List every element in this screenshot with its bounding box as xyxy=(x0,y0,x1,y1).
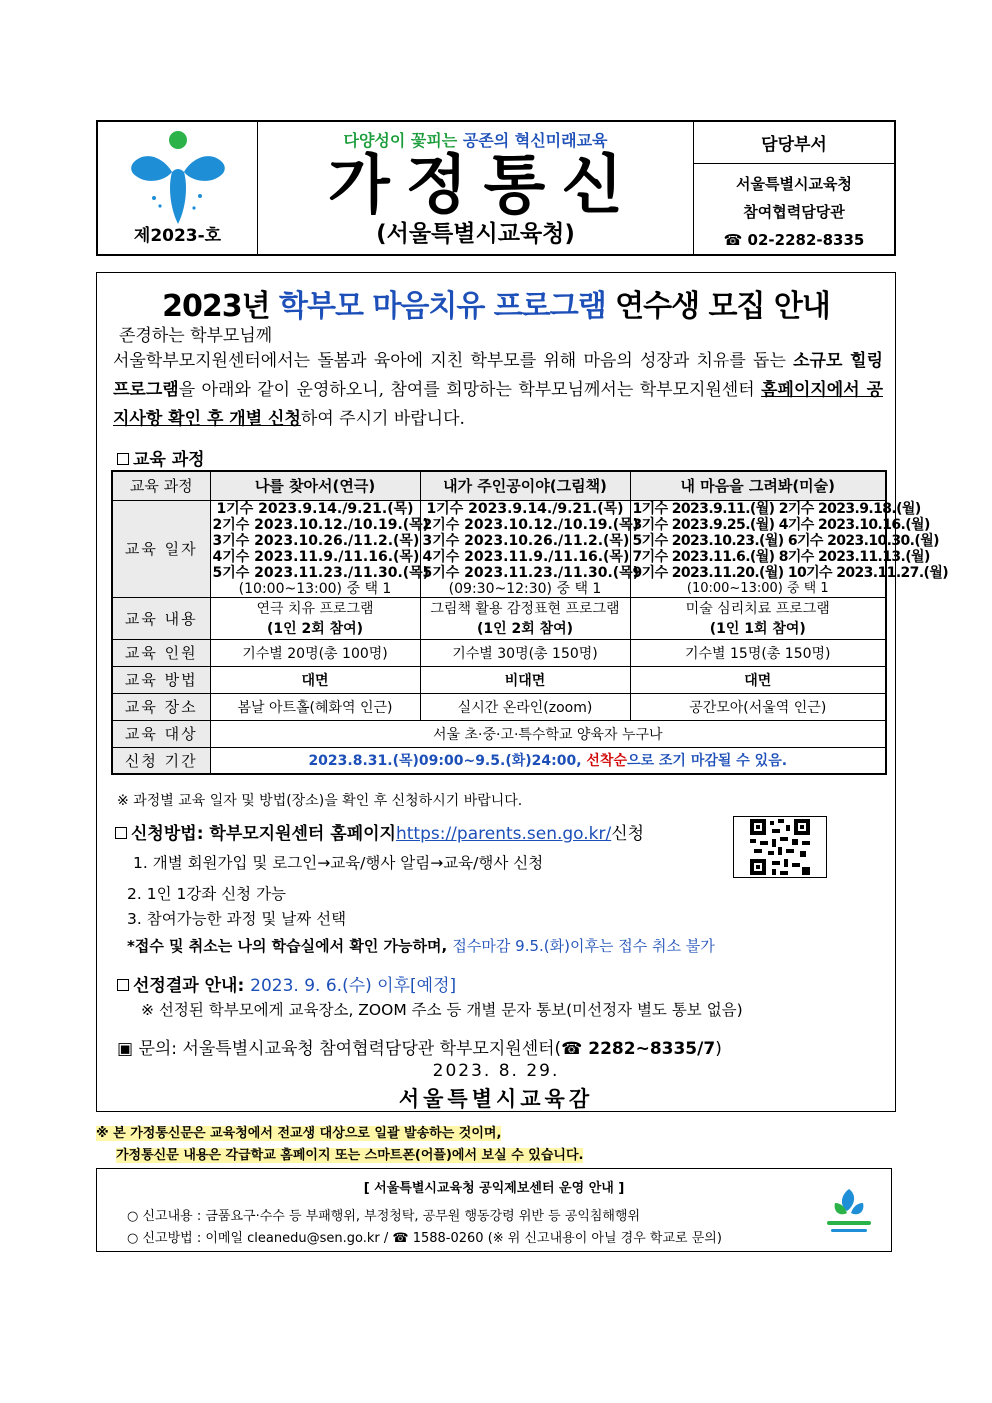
title-year: 2023년 xyxy=(162,289,280,324)
method-course3: 대면 xyxy=(630,666,886,693)
checkbox-square-icon xyxy=(117,979,129,991)
title-tail: 연수생 모집 안내 xyxy=(605,289,830,324)
date-line: 4기수 2023.11.9./11.16.(목) xyxy=(422,548,630,565)
content-name: 그림책 활용 감정표현 프로그램 xyxy=(430,601,620,617)
dates-course1 xyxy=(210,500,430,597)
report-line-2: ○ 신고방법 : 이메일 cleanedu@sen.go.kr / ☎ 1588-0260 (※ 위 신고내용이 아닐 경우 학교로 문의) xyxy=(127,1231,722,1246)
salutation: 존경하는 학부모님께 xyxy=(119,326,273,346)
intro-underline: 홈페이지에서 공지사항 확인 후 개별 신청 xyxy=(113,380,883,429)
slogan-part1: 다양성이 꽃피는 xyxy=(343,131,463,150)
content-course2 xyxy=(420,597,630,639)
table-header-label: 교육 과정 xyxy=(112,471,210,500)
footnote-line-2 xyxy=(96,1145,583,1167)
date-line: 7기수 2023.11.6.(월) 8기수 2023.11.13.(월) xyxy=(632,548,930,565)
inquiry-phone: ☎ 2282~8335/7 xyxy=(561,1039,716,1059)
content-course1 xyxy=(210,597,420,639)
date-line: 9기수 2023.11.20.(월) 10기수 2023.11.27.(월) xyxy=(632,564,949,581)
sign-name: 서울특별시교육감 xyxy=(398,1086,594,1111)
intro-part3: 하여 주시기 바랍니다. xyxy=(300,409,465,429)
course-heading-text: 교육 과정 xyxy=(133,450,205,470)
place-course2: 실시간 온라인(zoom) xyxy=(420,693,630,720)
result-note: ※ 선정된 학부모에게 교육장소, ZOOM 주소 등 개별 문자 통보(미선정자 별도 통보 없음) xyxy=(141,1001,743,1019)
people-course1: 기수별 20명(총 100명) xyxy=(210,639,420,666)
date-line: 3기수 2023.10.26./11.2.(목) xyxy=(212,532,420,549)
row-label-period: 신청 기간 xyxy=(112,747,210,774)
main-notice xyxy=(96,272,949,1112)
course-note: ※ 과정별 교육 일자 및 방법(장소)을 확인 후 신청하시기 바랍니다. xyxy=(117,793,523,809)
place-course1: 봄날 아트홀(혜화역 인근) xyxy=(210,693,420,720)
content-detail: (1인 1회 참여) xyxy=(709,621,806,637)
period-first-come: 선착순 xyxy=(586,753,627,770)
table-row-period xyxy=(112,747,886,774)
method-course1: 대면 xyxy=(210,666,420,693)
title-program: 학부모 마음치유 프로그램 xyxy=(279,289,606,324)
date-line: 5기수 2023.11.23./11.30.(목) xyxy=(422,564,640,581)
seoul-education-logo-icon xyxy=(124,128,228,228)
apply-heading-tail: 신청 xyxy=(611,824,645,844)
checkbox-square-icon xyxy=(117,453,129,465)
period-value xyxy=(210,747,886,774)
issue-number: 제2023-호 xyxy=(133,226,222,246)
result-heading-text: 선정결과 안내: xyxy=(133,976,251,996)
dates-course3 xyxy=(630,500,949,597)
content-detail: (1인 2회 참여) xyxy=(476,621,574,637)
public-report-box xyxy=(96,1168,892,1252)
method-course2: 비대면 xyxy=(420,666,630,693)
date-line: 2기수 2023.10.12./10.19.(목) xyxy=(422,516,640,533)
time-note: (10:00~13:00) 중 택 1 xyxy=(238,580,392,597)
apply-notice xyxy=(127,935,715,956)
qr-code-icon xyxy=(750,819,810,875)
row-label-dates: 교육 일자 xyxy=(112,500,210,597)
distribution-footnote xyxy=(96,1123,583,1167)
content-name: 연극 치유 프로그램 xyxy=(256,601,374,617)
department-label: 담당부서 xyxy=(694,122,894,164)
table-header-course2: 내가 주인공이야(그림책) xyxy=(420,471,630,500)
slogan-part2: 공존의 혁신미래교육 xyxy=(462,131,608,150)
newsletter-subtitle: (서울특별시교육청) xyxy=(376,221,575,247)
newsletter-header xyxy=(96,120,896,256)
place-course3: 공간모아(서울역 인근) xyxy=(630,693,886,720)
row-label-method: 교육 방법 xyxy=(112,666,210,693)
content-detail: (1인 2회 참여) xyxy=(266,621,364,637)
table-row-content xyxy=(112,597,886,639)
course-heading xyxy=(117,445,205,470)
checkbox-square-icon xyxy=(115,827,127,839)
sign-date: 2023. 8. 29. xyxy=(432,1061,560,1081)
period-dates: 2023.8.31.(목)09:00~9.5.(화)24:00, xyxy=(308,753,587,770)
clean-seoul-logo-icon xyxy=(817,1181,881,1245)
dates-course2 xyxy=(420,500,640,597)
inquiry-line xyxy=(117,1034,722,1059)
report-title: [ 서울특별시교육청 공익제보센터 운영 안내 ] xyxy=(363,1181,625,1196)
intro-paragraph xyxy=(113,347,883,434)
date-line: 4기수 2023.11.9./11.16.(목) xyxy=(212,548,420,565)
apply-step-3: 3. 참여가능한 과정 및 날짜 선택 xyxy=(127,910,347,928)
date-line: 1기수 2023.9.14./9.21.(목) xyxy=(216,500,414,517)
table-header-row xyxy=(112,471,886,500)
newsletter-title: 가정통신 xyxy=(327,148,640,223)
table-row-people xyxy=(112,639,886,666)
inquiry-close: ) xyxy=(715,1039,722,1059)
footnote-text-1: ※ 본 가정통신문은 교육청에서 전교생 대상으로 일괄 발송하는 것이며, xyxy=(96,1126,502,1141)
inquiry-text: ▣ 문의: 서울특별시교육청 참여협력담당관 학부모지원센터( xyxy=(117,1039,562,1059)
department-cell xyxy=(694,122,894,254)
date-line: 3기수 2023.9.25.(월) 4기수 2023.10.16.(월) xyxy=(632,516,930,533)
date-line: 1기수 2023.9.14./9.21.(목) xyxy=(426,500,624,517)
time-note: (10:00~13:00) 중 택 1 xyxy=(686,580,829,596)
row-label-target: 교육 대상 xyxy=(112,720,210,747)
report-line-1: ○ 신고내용 : 금품요구·수수 등 부패행위, 부정청탁, 공무원 행동강령 위반 등 공익침해행위 xyxy=(127,1209,641,1224)
date-line: 3기수 2023.10.26./11.2.(목) xyxy=(422,532,630,549)
qr-code[interactable] xyxy=(733,816,827,878)
date-line: 2기수 2023.10.12./10.19.(목) xyxy=(212,516,430,533)
footnote-text-2: 가정통신문 내용은 각급학교 홈페이지 또는 스마트폰(어플)에서 보실 수 있습니다. xyxy=(116,1148,584,1163)
parents-site-link[interactable]: https://parents.sen.go.kr/ xyxy=(395,824,612,844)
table-row-dates xyxy=(112,500,886,597)
apply-heading xyxy=(115,819,644,844)
time-note: (09:30~12:30) 중 택 1 xyxy=(448,580,602,597)
apply-step-2: 2. 1인 1강좌 신청 가능 xyxy=(127,885,287,903)
row-label-place: 교육 장소 xyxy=(112,693,210,720)
department-name: 서울특별시교육청 xyxy=(736,175,852,193)
apply-step-1: 1. 개별 회원가입 및 로그인→교육/행사 알림→교육/행사 신청 xyxy=(133,854,544,872)
table-row-target xyxy=(112,720,886,747)
content-name: 미술 심리치료 프로그램 xyxy=(685,601,830,617)
intro-part1: 서울학부모지원센터에서는 돌봄과 육아에 지친 학부모를 위해 마음의 성장과 치유를 돕는 xyxy=(113,351,794,371)
logo-cell xyxy=(98,122,258,254)
apply-notice-text: *접수 및 취소는 나의 학습실에서 확인 가능하며, xyxy=(127,937,453,955)
row-label-content: 교육 내용 xyxy=(112,597,210,639)
department-phone: ☎ 02-2282-8335 xyxy=(723,231,865,249)
apply-notice-deadline: 접수마감 9.5.(화)이후는 접수 취소 불가 xyxy=(452,937,715,955)
footnote-line-1 xyxy=(96,1123,583,1145)
people-course2: 기수별 30명(총 150명) xyxy=(420,639,630,666)
department-info xyxy=(694,164,894,254)
notice-title xyxy=(97,281,895,325)
target-value: 서울 초·중·고·특수학교 양육자 누구나 xyxy=(210,720,886,747)
table-header-course3: 내 마음을 그려봐(미술) xyxy=(630,471,886,500)
date-line: 1기수 2023.9.11.(월) 2기수 2023.9.18.(월) xyxy=(632,500,921,517)
table-header-course1: 나를 찾아서(연극) xyxy=(210,471,420,500)
row-label-people: 교육 인원 xyxy=(112,639,210,666)
table-row-place xyxy=(112,693,886,720)
result-date: 2023. 9. 6.(수) 이후[예정] xyxy=(250,976,457,996)
result-heading xyxy=(117,971,456,996)
department-office: 참여협력담당관 xyxy=(743,203,845,221)
date-line: 5기수 2023.10.23.(월) 6기수 2023.10.30.(월) xyxy=(632,532,939,549)
content-course3 xyxy=(630,597,886,639)
intro-part2: 을 아래와 같이 운영하오니, 참여를 희망하는 학부모님께서는 학부모지원센터 xyxy=(178,380,762,400)
title-cell xyxy=(258,122,694,254)
date-line: 5기수 2023.11.23./11.30.(목) xyxy=(212,564,430,581)
apply-heading-text: 신청방법: 학부모지원센터 홈페이지 xyxy=(131,824,396,844)
course-table xyxy=(111,470,949,775)
intro-bold: 소규모 힐링 프로그램 xyxy=(113,351,883,400)
table-row-method xyxy=(112,666,886,693)
period-tail: 으로 조기 마감될 수 있음. xyxy=(626,753,788,770)
people-course3: 기수별 15명(총 150명) xyxy=(630,639,886,666)
